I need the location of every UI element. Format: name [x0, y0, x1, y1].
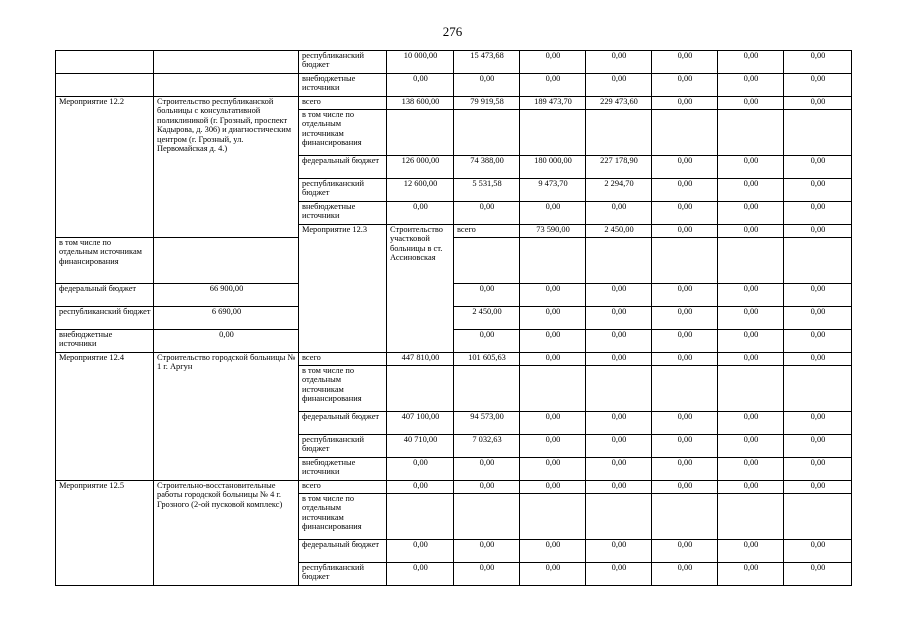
measure-cell [56, 51, 154, 74]
amount-cell: 15 473,68 [454, 51, 520, 74]
amount-cell: 138 600,00 [387, 97, 454, 110]
amount-cell [454, 238, 520, 284]
amount-cell [784, 238, 852, 284]
amount-cell: 0,00 [520, 481, 586, 494]
amount-cell: 0,00 [784, 412, 852, 435]
measure-cell: Мероприятие 12.3 [299, 225, 387, 353]
amount-cell: 0,00 [652, 97, 718, 110]
amount-cell [387, 110, 454, 156]
amount-cell: 0,00 [784, 540, 852, 563]
amount-cell: 0,00 [652, 330, 718, 353]
amount-cell [586, 494, 652, 540]
amount-cell: 0,00 [652, 563, 718, 586]
measure-cell: Мероприятие 12.2 [56, 97, 154, 238]
amount-cell: 0,00 [652, 412, 718, 435]
measure-cell: Мероприятие 12.5 [56, 481, 154, 586]
amount-cell: 0,00 [718, 51, 784, 74]
amount-cell: 0,00 [586, 458, 652, 481]
amount-cell [586, 238, 652, 284]
amount-cell: 12 600,00 [387, 179, 454, 202]
table-body [56, 51, 852, 586]
amount-cell: 0,00 [387, 481, 454, 494]
amount-cell [520, 494, 586, 540]
amount-cell: 0,00 [718, 97, 784, 110]
amount-cell [520, 366, 586, 412]
funding-source-cell: республиканский бюджет [299, 563, 387, 586]
amount-cell: 0,00 [784, 225, 852, 238]
amount-cell: 0,00 [718, 353, 784, 366]
amount-cell [652, 494, 718, 540]
funding-source-cell: республиканский бюджет [299, 179, 387, 202]
amount-cell [454, 366, 520, 412]
amount-cell: 2 450,00 [586, 225, 652, 238]
amount-cell: 101 605,63 [454, 353, 520, 366]
amount-cell: 0,00 [652, 156, 718, 179]
amount-cell: 0,00 [454, 458, 520, 481]
funding-source-cell: в том числе по отдельным источникам финансирования [299, 366, 387, 412]
amount-cell: 0,00 [652, 179, 718, 202]
funding-source-cell: федеральный бюджет [299, 412, 387, 435]
amount-cell: 0,00 [784, 435, 852, 458]
amount-cell: 0,00 [520, 435, 586, 458]
amount-cell: 79 919,58 [454, 97, 520, 110]
amount-cell: 0,00 [387, 563, 454, 586]
amount-cell: 0,00 [784, 97, 852, 110]
amount-cell: 0,00 [520, 51, 586, 74]
amount-cell: 0,00 [652, 202, 718, 225]
amount-cell: 0,00 [387, 74, 454, 97]
amount-cell: 94 573,00 [454, 412, 520, 435]
funding-source-cell: республиканский бюджет [299, 435, 387, 458]
description-cell [154, 74, 299, 97]
amount-cell: 0,00 [520, 284, 586, 307]
amount-cell: 0,00 [784, 353, 852, 366]
amount-cell: 0,00 [652, 458, 718, 481]
amount-cell: 0,00 [520, 74, 586, 97]
funding-source-cell: всего [454, 225, 520, 238]
amount-cell: 0,00 [784, 330, 852, 353]
measure-cell: Мероприятие 12.4 [56, 353, 154, 481]
amount-cell: 0,00 [586, 74, 652, 97]
funding-source-cell: всего [299, 97, 387, 110]
funding-source-cell: в том числе по отдельным источникам финансирования [56, 238, 154, 284]
amount-cell [718, 110, 784, 156]
measure-cell [56, 74, 154, 97]
amount-cell: 10 000,00 [387, 51, 454, 74]
amount-cell: 0,00 [718, 225, 784, 238]
amount-cell: 0,00 [718, 458, 784, 481]
amount-cell: 0,00 [784, 458, 852, 481]
amount-cell: 407 100,00 [387, 412, 454, 435]
amount-cell: 0,00 [586, 51, 652, 74]
amount-cell: 0,00 [454, 563, 520, 586]
amount-cell: 0,00 [454, 540, 520, 563]
funding-source-cell: внебюджетные источники [299, 202, 387, 225]
amount-cell [387, 494, 454, 540]
amount-cell: 0,00 [520, 202, 586, 225]
amount-cell: 0,00 [520, 307, 586, 330]
amount-cell: 0,00 [718, 202, 784, 225]
amount-cell: 0,00 [718, 284, 784, 307]
amount-cell [520, 110, 586, 156]
amount-cell: 0,00 [718, 435, 784, 458]
amount-cell: 0,00 [454, 284, 520, 307]
amount-cell [652, 238, 718, 284]
amount-cell: 0,00 [154, 330, 299, 353]
funding-source-cell: республиканский бюджет [299, 51, 387, 74]
funding-source-cell: федеральный бюджет [56, 284, 154, 307]
amount-cell: 0,00 [652, 435, 718, 458]
description-cell: Строительство республиканской больницы с консультативной поликлиникой (г. Грозный, проспект Кадырова, д. 306) и диагностическим центром (г. Грозный, ул. Первомайская д. 4.) [154, 97, 299, 238]
amount-cell: 7 032,63 [454, 435, 520, 458]
amount-cell: 0,00 [520, 540, 586, 563]
amount-cell: 0,00 [652, 51, 718, 74]
amount-cell: 0,00 [586, 307, 652, 330]
amount-cell: 0,00 [652, 225, 718, 238]
amount-cell: 0,00 [718, 74, 784, 97]
amount-cell: 0,00 [784, 179, 852, 202]
amount-cell: 0,00 [784, 563, 852, 586]
amount-cell: 0,00 [586, 284, 652, 307]
funding-source-cell: республиканский бюджет [56, 307, 154, 330]
amount-cell [652, 110, 718, 156]
amount-cell: 0,00 [586, 353, 652, 366]
amount-cell: 0,00 [652, 284, 718, 307]
table-row [56, 238, 852, 284]
amount-cell [520, 238, 586, 284]
amount-cell: 0,00 [718, 540, 784, 563]
amount-cell: 0,00 [652, 353, 718, 366]
amount-cell: 126 000,00 [387, 156, 454, 179]
page-number: 276 [442, 24, 463, 39]
funding-source-cell: внебюджетные источники [299, 458, 387, 481]
amount-cell: 227 178,90 [586, 156, 652, 179]
funding-source-cell: всего [299, 481, 387, 494]
amount-cell: 6 690,00 [154, 307, 299, 330]
amount-cell: 0,00 [586, 481, 652, 494]
table-row [56, 307, 852, 330]
amount-cell: 66 900,00 [154, 284, 299, 307]
budget-table [55, 50, 852, 586]
amount-cell: 0,00 [652, 74, 718, 97]
description-cell: Строительно-восстановительные работы городской больницы № 4 г. Грозного (2-ой пусковой комплекс) [154, 481, 299, 586]
amount-cell: 0,00 [652, 540, 718, 563]
amount-cell [387, 366, 454, 412]
amount-cell: 0,00 [718, 307, 784, 330]
amount-cell: 0,00 [784, 156, 852, 179]
amount-cell: 5 531,58 [454, 179, 520, 202]
amount-cell: 0,00 [586, 563, 652, 586]
amount-cell: 0,00 [784, 51, 852, 74]
funding-source-cell: всего [299, 353, 387, 366]
amount-cell: 0,00 [520, 330, 586, 353]
amount-cell: 0,00 [387, 202, 454, 225]
amount-cell: 0,00 [586, 330, 652, 353]
amount-cell: 0,00 [586, 202, 652, 225]
amount-cell: 0,00 [718, 412, 784, 435]
amount-cell: 2 450,00 [454, 307, 520, 330]
amount-cell: 0,00 [784, 202, 852, 225]
amount-cell: 0,00 [454, 74, 520, 97]
amount-cell [454, 494, 520, 540]
amount-cell: 0,00 [387, 540, 454, 563]
amount-cell: 189 473,70 [520, 97, 586, 110]
amount-cell [784, 366, 852, 412]
table-row [56, 481, 852, 494]
amount-cell [718, 494, 784, 540]
funding-source-cell: федеральный бюджет [299, 156, 387, 179]
funding-source-cell: внебюджетные источники [56, 330, 154, 353]
amount-cell [784, 110, 852, 156]
amount-cell [586, 366, 652, 412]
amount-cell: 9 473,70 [520, 179, 586, 202]
amount-cell: 0,00 [586, 435, 652, 458]
amount-cell [652, 366, 718, 412]
funding-source-cell: в том числе по отдельным источникам финансирования [299, 494, 387, 540]
amount-cell: 2 294,70 [586, 179, 652, 202]
description-cell: Строительство участковой больницы в ст. Ассиновская [387, 225, 454, 353]
table-row [56, 330, 852, 353]
amount-cell: 0,00 [586, 540, 652, 563]
amount-cell [718, 366, 784, 412]
funding-source-cell: внебюджетные источники [299, 74, 387, 97]
amount-cell [784, 494, 852, 540]
amount-cell: 0,00 [718, 156, 784, 179]
amount-cell: 0,00 [652, 307, 718, 330]
amount-cell: 447 810,00 [387, 353, 454, 366]
amount-cell: 0,00 [520, 412, 586, 435]
amount-cell: 0,00 [718, 330, 784, 353]
amount-cell: 0,00 [652, 481, 718, 494]
amount-cell [718, 238, 784, 284]
description-cell [154, 51, 299, 74]
amount-cell: 180 000,00 [520, 156, 586, 179]
amount-cell: 0,00 [586, 412, 652, 435]
table-row [56, 97, 852, 110]
amount-cell: 40 710,00 [387, 435, 454, 458]
amount-cell: 0,00 [454, 481, 520, 494]
amount-cell: 0,00 [387, 458, 454, 481]
amount-cell: 73 590,00 [520, 225, 586, 238]
amount-cell: 0,00 [454, 330, 520, 353]
amount-cell [586, 110, 652, 156]
description-cell: Строительство городской больницы № 1 г. Аргун [154, 353, 299, 481]
amount-cell: 0,00 [520, 458, 586, 481]
table-row [56, 51, 852, 74]
table-row [56, 74, 852, 97]
amount-cell: 0,00 [520, 563, 586, 586]
amount-cell: 74 388,00 [454, 156, 520, 179]
amount-cell: 0,00 [784, 284, 852, 307]
amount-cell: 0,00 [784, 307, 852, 330]
table-row [56, 284, 852, 307]
amount-cell: 0,00 [520, 353, 586, 366]
amount-cell: 0,00 [784, 481, 852, 494]
funding-source-cell: в том числе по отдельным источникам финансирования [299, 110, 387, 156]
funding-source-cell: федеральный бюджет [299, 540, 387, 563]
amount-cell: 0,00 [718, 563, 784, 586]
amount-cell: 0,00 [718, 481, 784, 494]
amount-cell: 0,00 [454, 202, 520, 225]
amount-cell: 0,00 [718, 179, 784, 202]
table-row [56, 353, 852, 366]
amount-cell: 0,00 [784, 74, 852, 97]
amount-cell [154, 238, 299, 284]
amount-cell: 229 473,60 [586, 97, 652, 110]
amount-cell [454, 110, 520, 156]
